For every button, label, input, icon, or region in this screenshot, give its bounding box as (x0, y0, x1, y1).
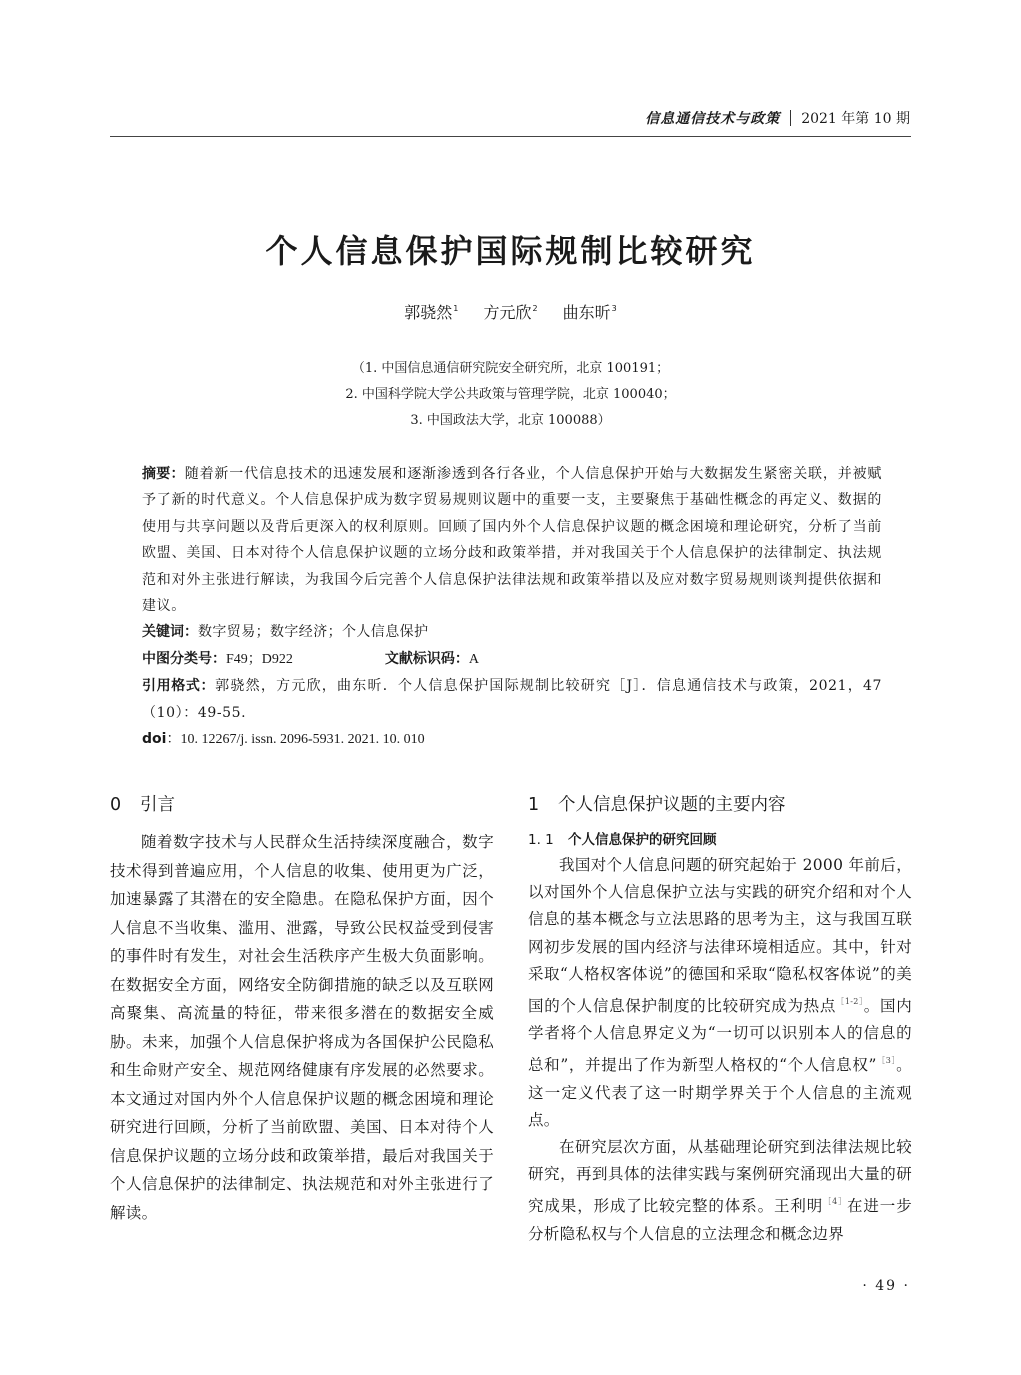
paper-title: 个人信息保护国际规制比较研究 (265, 232, 756, 270)
abstract-label: 摘要： (142, 466, 185, 482)
doi-label: doi (142, 731, 167, 748)
author-affil-mark: 2 (532, 304, 538, 313)
citation-label: 引用格式： (142, 678, 216, 695)
body-paragraph: 随着数字技术与人民群众生活持续深度融合，数字技术得到普遍应用，个人信息的收集、使用更为广泛，加速暴露了其潜在的安全隐患。在隐私保护方面，因个人信息不当收集、滥用、泄露，导致公民权益受到侵害的事件时有发生，对社会生活秩序产生极大负面影响。在数据安全方面，网络安全防御措施的缺乏以及互联网高聚集、高流量的特征，带来很多潜在的数据安全威胁。未来，加强个人信息保护将成为各国保护公民隐私和生命财产安全、规范网络健康有序发展的必然要求。本文通过对国内外个人信息保护议题的概念困境和理论研究进行回顾，分析了当前欧盟、美国、日本对待个人信息保护议题的立场分歧和政策举措，最后对我国关于个人信息保护的法律制定、执法规范和对外主张进行了解读。 (110, 833, 494, 1222)
keywords-text: 数字贸易；数字经济；个人信息保护 (198, 624, 429, 641)
header-separator (790, 110, 791, 126)
abstract-text: 随着新一代信息技术的迅速发展和逐渐渗透到各行各业，个人信息保护开始与大数据发生紧密关联，并被赋予了新的时代意义。个人信息保护成为数字贸易规则议题中的重要一支，主要聚焦于基础性概念的再定义、数据的使用与共享问题以及背后更深入的权利原则。回顾了国内外个人信息保护议题的概念困境和理论研究，分析了当前欧盟、美国、日本对待个人信息保护议题的立场分歧和政策举措，并对我国关于个人信息保护的法律制定、执法规范和对外主张进行解读，为我国今后完善个人信息保护法律法规和政策举措以及应对数字贸易规则谈判提供依据和建议。 (142, 466, 883, 615)
body-paragraph (528, 1134, 912, 1248)
author (404, 303, 458, 322)
citation-line (142, 673, 882, 726)
affiliations (0, 356, 1021, 434)
keywords-line (142, 619, 882, 646)
doc-code-value: A (468, 652, 480, 668)
doi-value: ：10. 12267/j. issn. 2096-5931. 2021. 10. 010 (166, 732, 425, 748)
subsection-heading (528, 828, 912, 852)
subsection-title: 个人信息保护的研究回顾 (568, 832, 717, 848)
page-number: · 49 · (862, 1278, 910, 1294)
section-heading (528, 792, 912, 818)
citation-ref[interactable]: ［3］ (876, 1056, 897, 1066)
citation-text: 郭骁然，方元欣，曲东昕．个人信息保护国际规制比较研究［J］．信息通信技术与政策，2021，47（10）：49-55. (142, 678, 882, 721)
section-number: 1 (528, 795, 540, 815)
section-title: 个人信息保护议题的主要内容 (558, 795, 786, 815)
doc-code-label: 文献标识码： (384, 651, 469, 668)
subsection-number: 1. 1 (528, 832, 554, 848)
author-name: 郭骁然 (404, 303, 453, 322)
clc-value: F49；D922 (226, 652, 293, 668)
author-affil-mark: 1 (453, 304, 459, 313)
section-heading (110, 792, 494, 818)
affiliation-line: 3. 中国政法大学，北京 100088） (410, 413, 611, 428)
abstract-paragraph (142, 461, 882, 619)
doi-line (142, 726, 882, 753)
body-text: 。这一定义代表了这一时期学界关于个人信息的主流观点。 (528, 1056, 912, 1129)
classification-line (142, 646, 882, 673)
abstract-block (142, 461, 882, 753)
author-list (0, 300, 1021, 323)
section-title: 引言 (140, 795, 175, 815)
keywords-label: 关键词： (142, 624, 198, 641)
citation-ref[interactable]: ［4］ (823, 1197, 847, 1207)
section-number: 0 (110, 795, 122, 815)
affiliation-line: 2. 中国科学院大学公共政策与管理学院，北京 100040； (345, 387, 676, 402)
right-column (528, 792, 912, 1248)
body-text: 在研究层次方面，从基础理论研究到法律法规比较研究，再到具体的法律实践与案例研究涌现出大量的研究成果，形成了比较完整的体系。王利明 (528, 1138, 912, 1216)
author-affil-mark: 3 (611, 304, 617, 313)
body-text: 我国对个人信息问题的研究起始于 2000 年前后，以对国外个人信息保护立法与实践的研究介绍和对个人信息的基本概念与立法思路的思考为主，这与我国互联网初步发展的国内经济与法律环境相适应。其中，针对采取“人格权客体说”的德国和采取“隐私权客体说”的美国的个人信息保护制度的比较研究成为热点 (528, 856, 912, 1016)
issue-label: 2021 年第 10 期 (801, 111, 910, 127)
journal-name: 信息通信技术与政策 (645, 111, 781, 127)
body-paragraph (528, 852, 912, 1134)
left-column (110, 792, 494, 1227)
clc-label: 中图分类号： (142, 651, 226, 668)
running-header (110, 106, 910, 132)
citation-ref[interactable]: ［1-2］ (836, 997, 864, 1007)
body-text: 。国内学者将个人信息界定义为“一切可以识别本人的信息的总和”，并提出了作为新型人格权的“个人信息权” (528, 997, 912, 1075)
author-name: 曲东昕 (562, 303, 611, 322)
affiliation-line: （1. 中国信息通信研究院安全研究所，北京 100191； (351, 361, 670, 376)
author-name: 方元欣 (483, 303, 532, 322)
body-text: 在进一步分析隐私权与个人信息的立法理念和概念边界 (528, 1197, 912, 1243)
header-rule (110, 136, 911, 137)
author (483, 303, 537, 322)
author (563, 303, 617, 322)
